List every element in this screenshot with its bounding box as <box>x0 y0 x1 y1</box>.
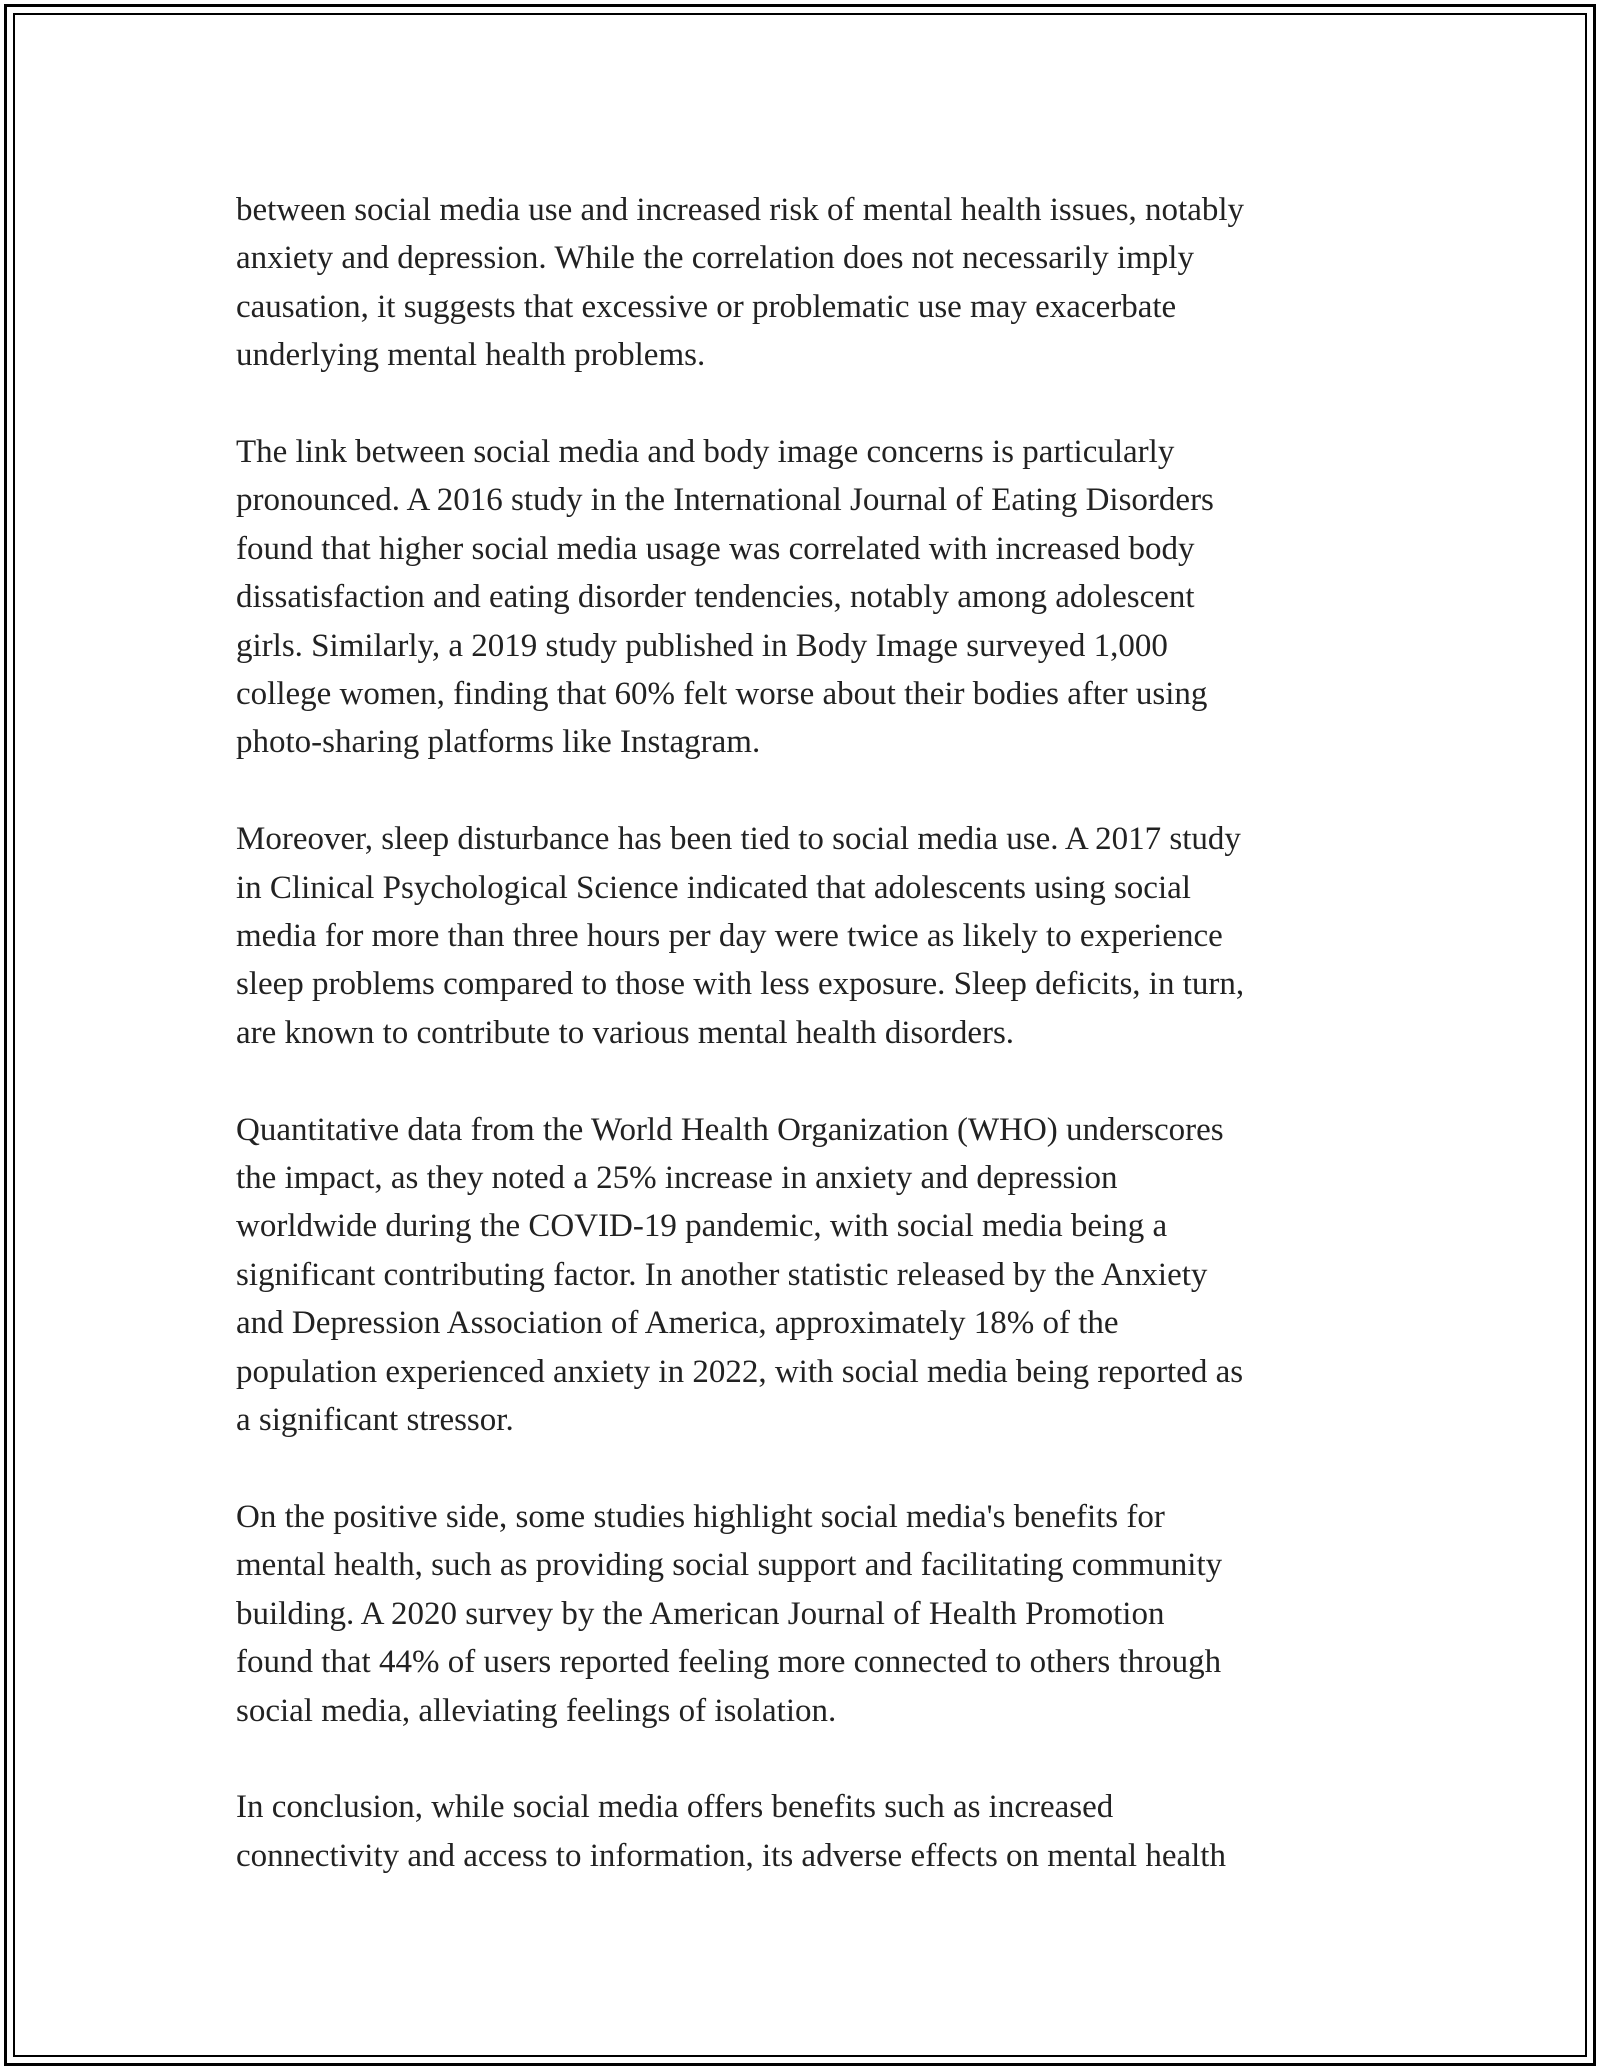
paragraph-conclusion: In conclusion, while social media offers benefits such as increased connectivity and access to information, its adverse effects on mental health <box>236 1789 1226 1874</box>
paragraph-positive-side: On the positive side, some studies highlight social media's benefits for mental health, such as providing social support and facilitating community building. A 2020 survey by the American Journal of Health Promotion found that 44% of users reported feeling more connected to others through social media, alleviating feelings of isolation. <box>236 1498 1223 1729</box>
paragraph-who-data: Quantitative data from the World Health Organization (WHO) underscores the impact, as they noted a 25% increase in anxiety and depression worldwide during the COVID-19 pandemic, with social media being a significant contributing factor. In another statistic released by the Anxiety and Depression Association of America, approximately 18% of the population experienced anxiety in 2022, with social media being reported as a significant stressor. <box>236 1111 1244 1439</box>
paragraph-correlation: between social media use and increased risk of mental health issues, notably anxiety and depression. While the correlation does not necessarily imply causation, it suggests that excessive or problematic use may exacerbate underlying mental health problems. <box>236 192 1245 374</box>
paragraph-body-image: The link between social media and body image concerns is particularly pronounced. A 2016 study in the International Journal of Eating Disorders found that higher social media usage was correlated with increased body dissatisfaction and eating disorder tendencies, notably among adolescent girls. Similarly, a 2019 study published in Body Image surveyed 1,000 college women, finding that 60% felt worse about their bodies after using photo-sharing platforms like Instagram. <box>236 434 1214 761</box>
paragraph-sleep: Moreover, sleep disturbance has been tied to social media use. A 2017 study in Clinical Psychological Science indicated that adolescents using social media for more than three hours per day were twice as likely to experience sleep problems compared to those with less exposure. Sleep deficits, in turn, are known to contribute to various mental health disorders. <box>236 821 1245 1051</box>
document-body <box>236 186 1378 1880</box>
